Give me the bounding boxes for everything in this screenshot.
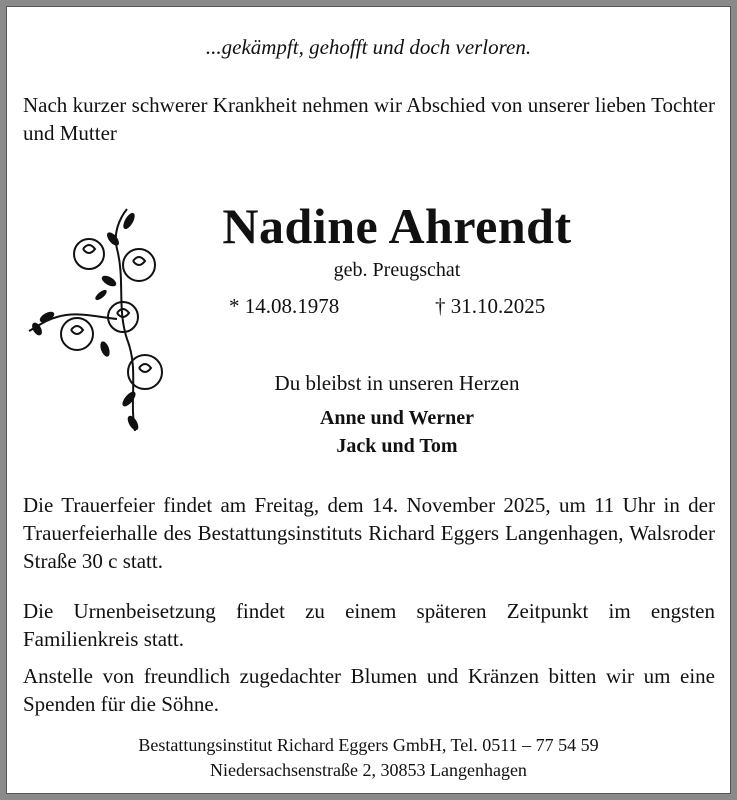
service-paragraph: Die Trauerfeier findet am Freitag, dem 14. November 2025, um 11 Uhr in der Trauerfeierhalle des Bestattungsinstituts Richard Eggers Langenhagen, Walsroder Straße 30 c statt. <box>23 493 715 573</box>
deceased-name: Nadine Ahrendt <box>222 198 572 254</box>
burial-paragraph: Die Urnenbeisetzung findet zu einem späteren Zeitpunkt im engsten Familienkreis statt. <box>23 599 715 651</box>
birth-date: * 14.08.1978 <box>229 294 340 318</box>
remembrance-line: Du bleibst in unseren Herzen <box>274 371 520 395</box>
obituary-card <box>6 6 731 794</box>
death-date: † 31.10.2025 <box>435 294 546 318</box>
funeral-home-contact: Bestattungsinstitut Richard Eggers GmbH, Tel. 0511 – 77 54 59 <box>138 735 599 755</box>
mourner-line: Jack und Tom <box>336 435 458 457</box>
motto: ...gekämpft, gehofft und doch verloren. <box>205 35 532 59</box>
rose-branch-icon <box>17 199 177 439</box>
birth-name: geb. Preugschat <box>333 259 461 281</box>
funeral-home-address: Niedersachsenstraße 2, 30853 Langenhagen <box>210 760 527 780</box>
intro-text: Nach kurzer schwerer Krankheit nehmen wir Abschied von unserer lieben Tochter und Mutter <box>23 93 715 145</box>
mourner-line: Anne und Werner <box>319 407 475 429</box>
donation-paragraph: Anstelle von freundlich zugedachter Blumen und Kränzen bitten wir um eine Spenden für die Söhne. <box>23 664 715 716</box>
